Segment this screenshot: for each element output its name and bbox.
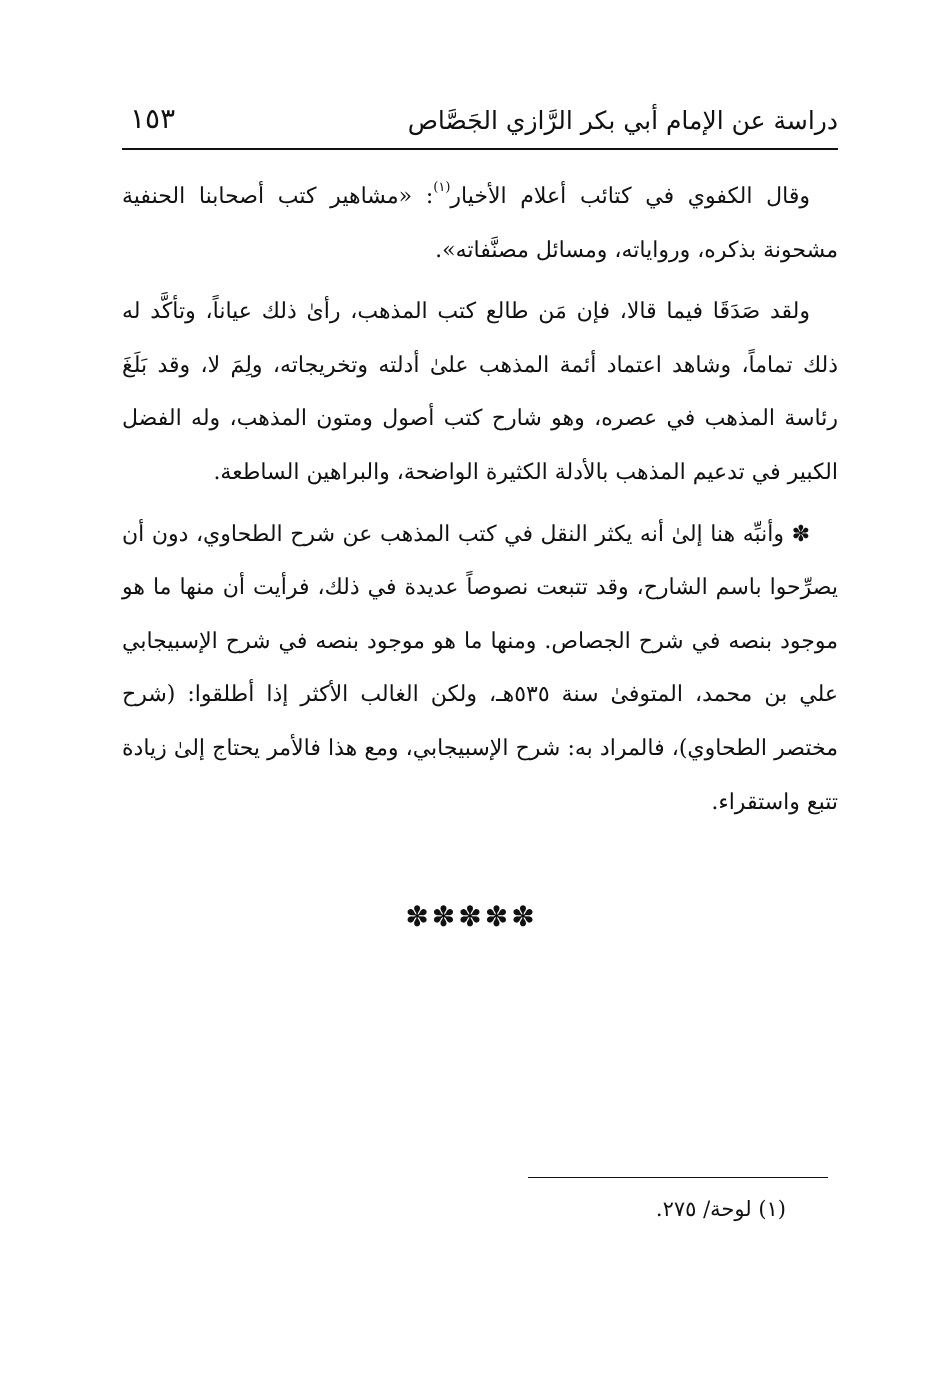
footnote-rule <box>528 1177 828 1178</box>
page-header <box>122 92 838 148</box>
paragraph-kafawi-quote <box>122 170 838 277</box>
running-title: دراسة عن الإمام أبي بكر الرَّازي الجَصَّاص <box>407 106 838 135</box>
paragraph-kafawi-text-end: : «مشاهير كتب أصحابنا الحنفية مشحونة بذكره، ورواياته، ومسائل مصنَّفاته». <box>122 184 838 263</box>
footnote: (١) لوحة/ ٢٧٥. <box>655 1197 786 1221</box>
paragraph-tahawi-note: ✽ وأنبِّه هنا إلىٰ أنه يكثر النقل في كتب المذهب عن شرح الطحاوي، دون أن يصرِّحوا باسم الشارح، وقد تتبعت نصوصاً عديدة في ذلك، فرأيت أن منها ما هو موجود بنصه في شرح الجصاص. ومنها ما هو موجود بنصه في شرح الإسبيجابي علي بن محمد، المتوفىٰ سنة ٥٣٥هـ، ولكن الغالب الأكثر إذا أطلقوا: (شرح مختصر الطحاوي)، فالمراد به: شرح الإسبيجابي، ومع هذا فالأمر يحتاج إلىٰ زيادة تتبع واستقراء. <box>122 521 838 815</box>
section-separator: ✽✽✽✽✽ <box>405 900 538 933</box>
main-text <box>122 170 838 837</box>
page-number: ١٥٣ <box>130 102 176 135</box>
paragraph-kafawi-text-start: وقال الكفوي في كتائب أعلام الأخيار <box>450 184 810 209</box>
footnote-reference[interactable]: (١) <box>433 180 451 195</box>
paragraph-commentary: ولقد صَدَقَا فيما قالا، فإن مَن طالع كتب المذهب، رأىٰ ذلك عياناً، وتأكَّد له ذلك تماماً، وشاهد اعتماد أئمة المذهب علىٰ أدلته وتخريجاته، ولِمَ لا، وقد بَلَغَ رئاسة المذهب في عصره، وهو شارح كتب أصول ومتون المذهب، وله الفضل الكبير في تدعيم المذهب بالأدلة الكثيرة الواضحة، والبراهين الساطعة. <box>122 299 838 485</box>
header-rule <box>122 148 838 150</box>
